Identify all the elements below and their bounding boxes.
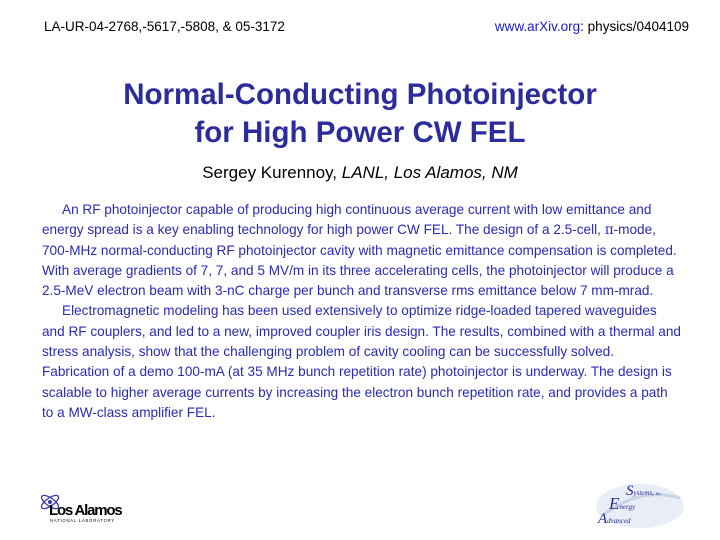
author-affiliation: LANL, Los Alamos, NM xyxy=(341,163,518,182)
arxiv-id: : physics/0404109 xyxy=(580,19,689,34)
los-alamos-logo xyxy=(37,484,157,524)
title-line-2: for High Power CW FEL xyxy=(194,116,526,149)
abstract-paragraph-2: Electromagnetic modeling has been used extensively to optimize ridge-loaded tapered waveguides and RF couplers, and led to a new, improved coupler iris design. The results, combined with a thermal and stress analysis, show that the challenging problem of cavity cooling can be successfully solved. Fabrication of a demo 100-mA (at 35 MHz bunch repetition rate) photoinjector is underway. The design is scalable to higher average currents by increasing the electron bunch repetition rate, and provides a path to a MW-class amplifier FEL. xyxy=(42,303,681,420)
advanced-energy-systems-logo xyxy=(592,476,687,532)
abstract-p1-part2: -mode, 700-MHz normal-conducting RF photoinjector cavity with magnetic emittance compensation is completed. With average gradients of 7, 7, and 5 MV/m in its three accelerating cells, the photoinjector will produce a 2.5-MeV electron beam with 3-nC charge per bunch and transverse rms emittance below 7 mm-mrad. xyxy=(42,222,677,299)
pi-symbol: π xyxy=(604,222,614,239)
arxiv-reference xyxy=(495,19,689,34)
svg-text:Energy: Energy xyxy=(609,494,636,513)
lanl-wordmark: Los Alamos xyxy=(49,502,122,519)
report-number: LA-UR-04-2768,-5617,-5808, & 05-3172 xyxy=(44,19,285,34)
abstract-paragraph-1 xyxy=(42,200,682,301)
svg-text:Advanced: Advanced xyxy=(598,511,631,527)
author-name: Sergey Kurennoy, xyxy=(202,163,342,182)
abstract-p1-part1: An RF photoinjector capable of producing high continuous average current with low emittance and energy spread is a key enabling technology for high power CW FEL. The design of a 2.5-cell, xyxy=(42,202,652,238)
title-line-1: Normal-Conducting Photoinjector xyxy=(123,78,597,111)
author-line xyxy=(0,163,720,183)
svg-text:Systems, Inc.: Systems, Inc. xyxy=(626,483,662,499)
lanl-subtitle: NATIONAL LABORATORY xyxy=(50,518,115,523)
arxiv-link[interactable]: www.arXiv.org xyxy=(494,19,581,34)
paper-title xyxy=(0,76,720,152)
abstract xyxy=(42,200,682,423)
